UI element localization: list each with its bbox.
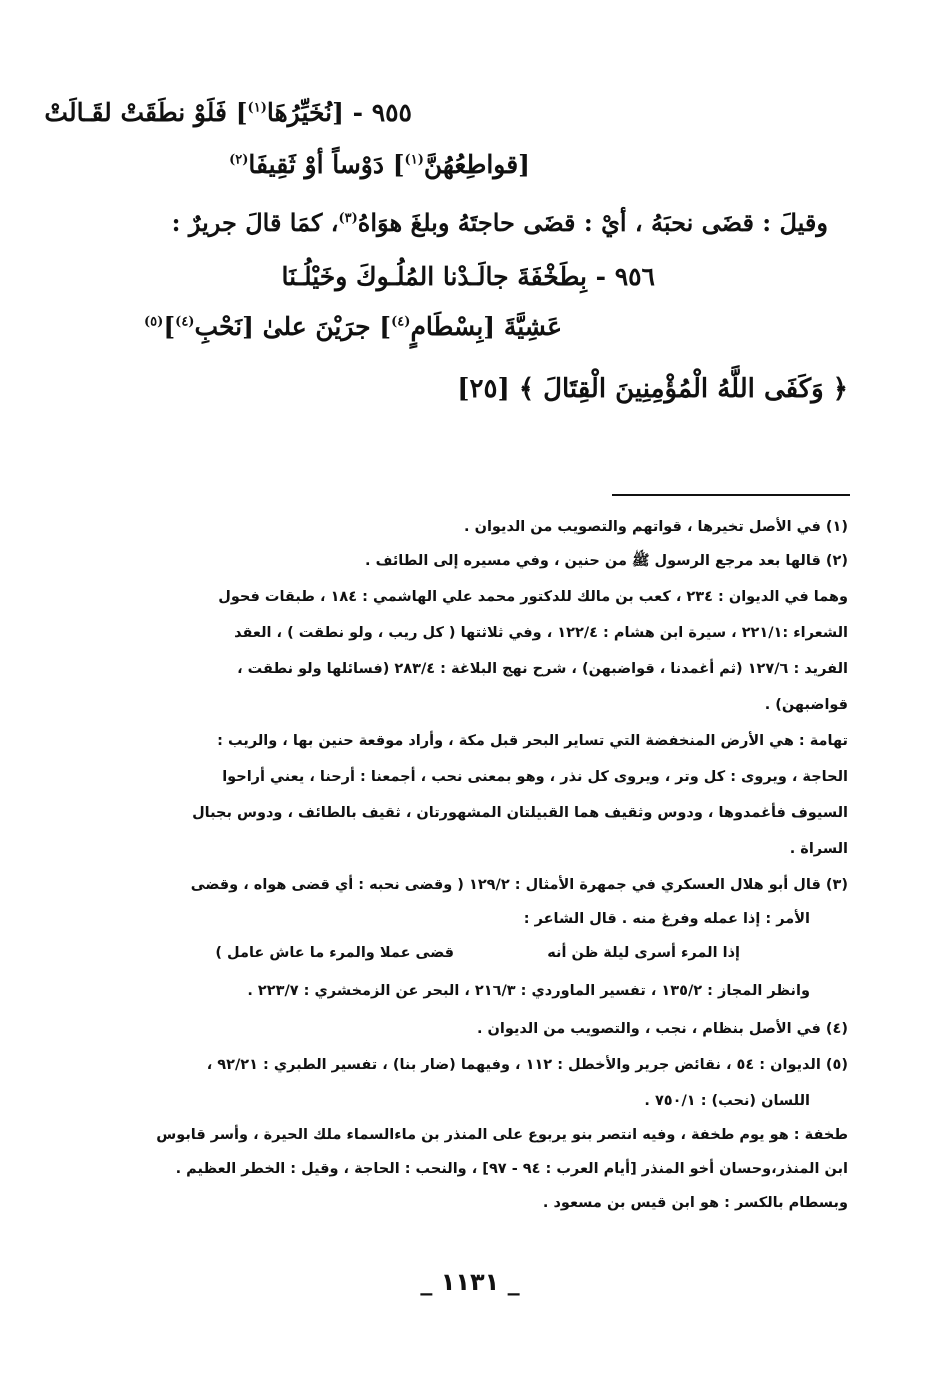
footnote-3-line: الأمر : إذا عمله وفرغ منه . قال الشاعر : <box>523 911 810 927</box>
footnote-1: (١) في الأصل تخيرها ، قواتهم والتصويب من الديوان . <box>464 519 848 535</box>
page-number: _ ١١٣١ _ <box>420 1268 520 1296</box>
footnote-2-line: السيوف فأغمدوها ، ودوس وثقيف هما القبيلتان المشهورتان ، ثقيف بالطائف ، ودوس بجبال <box>192 805 848 821</box>
footnote-5-line: وبسطام بالكسر : هو ابن قيس بن مسعود . <box>542 1195 848 1211</box>
footnote-5: (٥) الديوان : ٥٤ ، نقائض جرير والأخطل : ١١٢ ، وفيهما (ضار بنا) ، تفسير الطبري : ٩٢/٢١ ، <box>206 1057 848 1073</box>
footnote-2-line: قواضبهن) . <box>764 697 848 713</box>
commentary-line: وقيلَ : قضَى نحبَهُ ، أيْ : قضَى حاجتَهُ وبلغَ هوَاهُ$^{(٣)}$، كمَا قالَ جريرٌ : <box>171 208 828 237</box>
footnote-2-line: الفريد : ١٢٧/٦ (ثم أغمدنا ، قواضبهن) ، شرح نهج البلاغة : ٢٨٣/٤ (فسائلها ولو نطقت ، <box>237 661 848 677</box>
footnote-5-line: ابن المنذر،وحسان أخو المنذر [أيام العرب : ٩٤ - ٩٧] ، والنحب : الحاجة ، وقيل : الخطر العظيم . <box>175 1161 848 1177</box>
footnote-4: (٤) في الأصل بنظام ، نجب ، والتصويب من الديوان . <box>476 1021 848 1037</box>
footnote-2-line: الشعراء :٢٢١/١ ، سيرة ابن هشام : ١٢٢/٤ ، وفي ثلاثتها ( كل ريب ، ولو نطقت ) ، العقد <box>234 625 848 641</box>
verse-955-second-hemistich: [قواطِعُهُنَّ$^{(١)}$] دَوْساً أوْ ثَقِيفَا$^{(٢)}$ <box>229 150 530 179</box>
footnote-3-line: وانظر المجاز : ١٣٥/٢ ، تفسير الماوردي : ٢١٦/٣ ، البحر عن الزمخشري : ٢٢٣/٧ . <box>247 983 810 999</box>
footnote-separator <box>612 494 850 496</box>
verse-956-first-hemistich: ٩٥٦ - بِطَخْفَةَ جالَـدْنا المُلُـوكَ وخَيْلُـنَا <box>281 262 655 291</box>
footnote-2-line: الحاجة ، ويروى : كل وتر ، ويروى كل نذر ، وهو بمعنى نحب ، أجمعنا : أرحنا ، يعني أراحوا <box>222 769 848 785</box>
footnote-5-line: اللسان (نحب) : ٧٥٠/١ . <box>644 1093 810 1109</box>
footnote-3-poem-second-half: قضى عملا والمرء ما عاش عامل ) <box>215 945 454 961</box>
quran-verse: ﴿ وَكَفَى اللَّهُ الْمُؤْمِنِينَ الْقِتَالَ ﴾ [٢٥] <box>457 374 848 404</box>
footnote-5-line: طخفة : هو يوم طخفة ، وفيه انتصر بنو يربوع على المنذر بن ماءالسماء ملك الحيرة ، وأسر قابوس <box>156 1127 848 1143</box>
footnote-2-line: السراة . <box>789 841 848 857</box>
footnote-2-line: وهما في الديوان : ٢٣٤ ، كعب بن مالك للدكتور محمد علي الهاشمي : ١٨٤ ، طبقات فحول <box>218 589 848 605</box>
footnote-3: (٣) قال أبو هلال العسكري في جمهرة الأمثال : ١٢٩/٢ ( وقضى نحبه : أي قضى هواه ، وقضى <box>190 877 848 893</box>
footnote-3-poem-first-half: إذا المرء أسرى ليلة ظن أنه <box>547 945 740 961</box>
footnote-2: (٢) قالها بعد مرجع الرسول ﷺ من حنين ، وفي مسيره إلى الطائف . <box>365 553 848 569</box>
verse-955-first-hemistich: ٩٥٥ - [نُخَيِّرُهَا$^{(١)}$] فَلَوْ نطَقَتْ لقَـالَتْ <box>44 98 412 127</box>
verse-956-second-hemistich: عَشِيَّةَ [بِسْطَامٍ$^{(٤)}$] جرَيْنَ علىٰ [نَحْبِ$^{(٤)}$]$^{(٥)}$ <box>144 312 562 341</box>
footnote-2-line: تهامة : هي الأرض المنخفضة التي تساير البحر قبل مكة ، وأراد موقعة حنين بها ، والريب : <box>217 733 848 749</box>
